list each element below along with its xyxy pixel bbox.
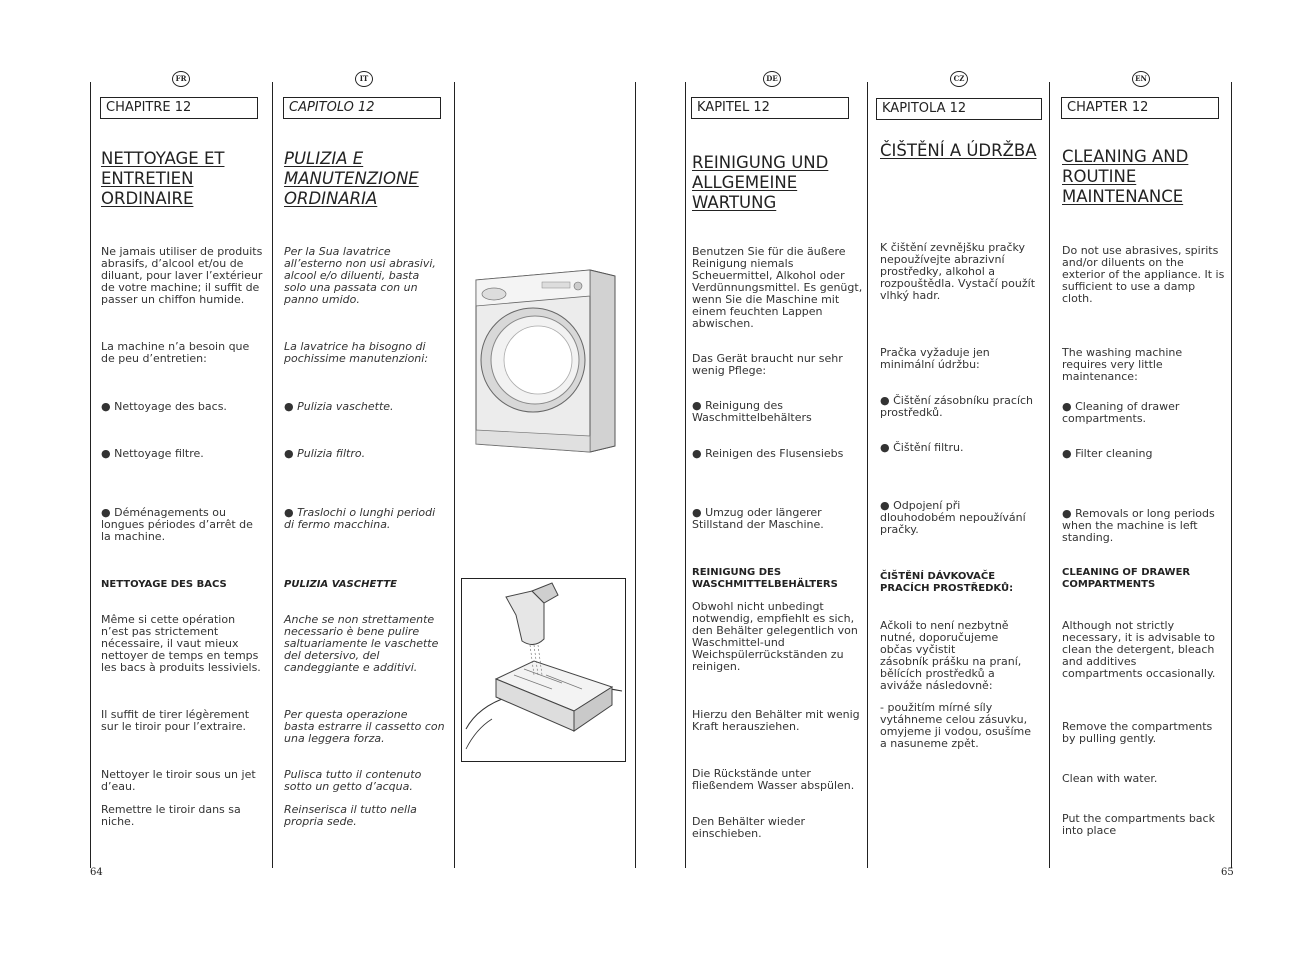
section-title-de: REINIGUNG UND ALLGEMEINE WARTUNG	[692, 153, 829, 212]
list-item-cz-1: ● Čištění zásobníku pracích prostředků.	[880, 394, 1034, 419]
paragraph-en-maintenance: The washing machine requires very little maintenance:	[1062, 346, 1183, 383]
list-item-en-3: ● Removals or long periods when the machine is left standing.	[1062, 507, 1215, 544]
page-number-left: 64	[90, 867, 103, 878]
list-item-fr-1: ● Nettoyage des bacs.	[101, 400, 227, 413]
paragraph-cz-postup: - použitím mírné síly vytáhneme celou zásuvku, omyjeme ji vodou, osušíme a nasuneme zpět.	[880, 701, 1031, 750]
paragraph-fr-remettre: Remettre le tiroir dans sa niche.	[101, 803, 241, 828]
paragraph-de-intro: Benutzen Sie für die äußere Reinigung niemals Scheuermittel, Alkohol oder Verdünnungsmittel. Es genügt, wenn Sie die Maschine mit einem feuchten Lappen abwischen.	[692, 245, 863, 330]
language-badge-en: EN	[1132, 71, 1150, 87]
column-rule	[635, 82, 636, 868]
column-rule	[1049, 82, 1050, 868]
subheading-it: PULIZIA VASCHETTE	[284, 579, 397, 590]
chapter-box-it: CAPITOLO 12	[283, 97, 441, 119]
list-item-cz-2: ● Čištění filtru.	[880, 441, 964, 454]
paragraph-cz-maintenance: Pračka vyžaduje jen minimální údržbu:	[880, 346, 990, 371]
section-title-fr: NETTOYAGE ET ENTRETIEN ORDINAIRE	[101, 149, 225, 208]
language-badge-cz: CZ	[950, 71, 968, 87]
column-rule	[454, 82, 455, 868]
paragraph-it-vaschette: Anche se non strettamente necessario è bene pulire saltuariamente le vaschette del detersivo, del candeggiante e additivi.	[284, 613, 439, 674]
paragraph-cz-intro: K čištění zevnějšku pračky nepoužívejte abrazivní prostředky, alkohol a rozpouštědla. Vystačí použít vlhký hadr.	[880, 241, 1036, 302]
section-title-cz: ČIŠTĚNÍ A ÚDRŽBA	[880, 141, 1037, 160]
list-item-it-3: ● Traslochi o lunghi periodi di fermo macchina.	[284, 506, 436, 531]
language-badge-de: DE	[763, 71, 781, 87]
list-item-it-1: ● Pulizia vaschette.	[284, 400, 394, 413]
list-item-fr-3: ● Déménagements ou longues périodes d’arrêt de la machine.	[101, 506, 253, 543]
column-rule	[90, 82, 91, 868]
paragraph-it-reinserisca: Reinserisca il tutto nella propria sede.	[284, 803, 417, 828]
column-rule	[1231, 82, 1232, 868]
subheading-de: REINIGUNG DES WASCHMITTELBEHÄLTERS	[692, 567, 838, 590]
page-number-right: 65	[1221, 867, 1234, 878]
subheading-cz: ČIŠTĚNÍ DÁVKOVAČE PRACÍCH PROSTŘEDKŮ:	[880, 571, 1014, 594]
paragraph-en-putback: Put the compartments back into place	[1062, 812, 1215, 837]
list-item-en-2: ● Filter cleaning	[1062, 447, 1153, 460]
language-badge-it: IT	[355, 71, 373, 87]
column-rule	[685, 82, 686, 868]
list-item-fr-2: ● Nettoyage filtre.	[101, 447, 204, 460]
language-badge-fr: FR	[172, 71, 190, 87]
paragraph-en-drawer: Although not strictly necessary, it is advisable to clean the detergent, bleach and additives compartments occasionally.	[1062, 619, 1216, 680]
chapter-box-en: CHAPTER 12	[1061, 97, 1219, 119]
paragraph-it-pulisca: Pulisca tutto il contenuto sotto un getto d’acqua.	[284, 768, 422, 793]
paragraph-en-clean: Clean with water.	[1062, 772, 1158, 785]
list-item-de-2: ● Reinigen des Flusensiebs	[692, 447, 844, 460]
paragraph-de-maintenance: Das Gerät braucht nur sehr wenig Pflege:	[692, 352, 843, 377]
paragraph-cz-davkovac: Ačkoli to není nezbytně nutné, doporučujeme občas vyčistit zásobník prášku na praní, bělících prostředků a aviváže následovně:	[880, 619, 1022, 692]
list-item-cz-3: ● Odpojení při dlouhodobém nepoužívání pračky.	[880, 499, 1026, 536]
paragraph-fr-maintenance: La machine n’a besoin que de peu d’entretien:	[101, 340, 250, 365]
washing-machine-illustration	[470, 268, 618, 454]
list-item-en-1: ● Cleaning of drawer compartments.	[1062, 400, 1180, 425]
paragraph-en-intro: Do not use abrasives, spirits and/or diluents on the exterior of the appliance. It is sufficient to use a damp cloth.	[1062, 244, 1225, 305]
paragraph-de-abspuelen: Die Rückstände unter fließendem Wasser abspülen.	[692, 767, 855, 792]
paragraph-it-intro: Per la Sua lavatrice all’esterno non usi abrasivi, alcool e/o diluenti, basta solo una passata con un panno umido.	[284, 245, 436, 306]
subheading-en: CLEANING OF DRAWER COMPARTMENTS	[1062, 567, 1191, 590]
list-item-de-3: ● Umzug oder längerer Stillstand der Maschine.	[692, 506, 824, 531]
subheading-fr: NETTOYAGE DES BACS	[101, 579, 227, 590]
paragraph-it-cassetto: Per questa operazione basta estrarre il cassetto con una leggera forza.	[284, 708, 445, 745]
paragraph-de-behaelter: Obwohl nicht unbedingt notwendig, empfiehlt es sich, den Behälter gelegentlich von Waschmittel-und Weichspülerrückständen zu reinigen.	[692, 600, 858, 673]
paragraph-fr-nettoyer: Nettoyer le tiroir sous un jet d’eau.	[101, 768, 256, 793]
paragraph-fr-tiroir: Il suffit de tirer légèrement sur le tiroir pour l’extraire.	[101, 708, 250, 733]
section-title-en: CLEANING AND ROUTINE MAINTENANCE	[1062, 147, 1189, 206]
column-rule	[867, 82, 868, 868]
paragraph-fr-intro: Ne jamais utiliser de produits abrasifs, d’alcool et/ou de diluant, pour laver l’extérieur de votre machine; il suffit de passer un chiffon humide.	[101, 245, 263, 306]
section-title-it: PULIZIA E MANUTENZIONE ORDINARIA	[284, 149, 419, 208]
chapter-box-cz: KAPITOLA 12	[876, 98, 1042, 120]
list-item-de-1: ● Reinigung des Waschmittelbehälters	[692, 399, 812, 424]
chapter-box-fr: CHAPITRE 12	[100, 97, 258, 119]
detergent-drawer-illustration	[462, 579, 624, 760]
paragraph-fr-bacs: Même si cette opération n’est pas strictement nécessaire, il vaut mieux nettoyer de temps en temps les bacs à produits lessiviels.	[101, 613, 261, 674]
paragraph-de-einschieben: Den Behälter wieder einschieben.	[692, 815, 805, 840]
paragraph-en-remove: Remove the compartments by pulling gently.	[1062, 720, 1213, 745]
paragraph-de-herausziehen: Hierzu den Behälter mit wenig Kraft herausziehen.	[692, 708, 860, 733]
list-item-it-2: ● Pulizia filtro.	[284, 447, 366, 460]
column-rule	[272, 82, 273, 868]
paragraph-it-maintenance: La lavatrice ha bisogno di pochissime manutenzioni:	[284, 340, 429, 365]
chapter-box-de: KAPITEL 12	[691, 97, 849, 119]
